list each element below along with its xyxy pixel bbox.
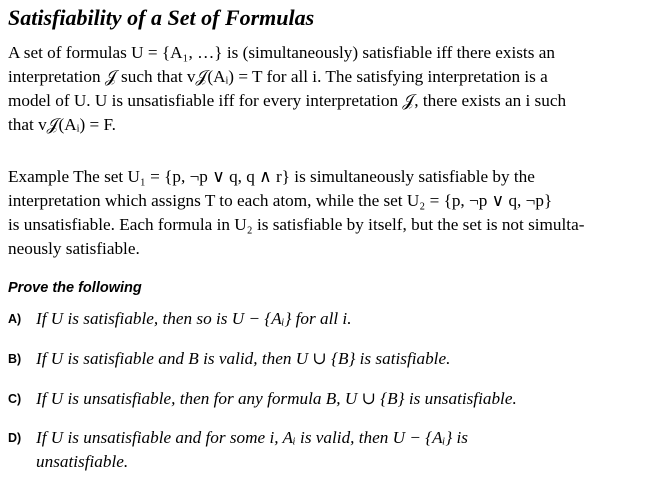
exercise-item-a [8, 307, 668, 331]
definition-paragraph [8, 41, 668, 137]
item-text: If U is unsatisfiable and for some i, Aᵢ is valid, then U − {Aᵢ} is [36, 428, 468, 447]
example-line: neously satisfiable. [8, 239, 140, 258]
example-line: interpretation which assigns T to each atom, while the set U₂ = {p, ¬p ∨ q, ¬p} [8, 191, 553, 210]
example-line: is unsatisfiable. Each formula in U₂ is satisfiable by itself, but the set is not simulta- [8, 215, 585, 234]
page-title: Satisfiability of a Set of Formulas [8, 5, 315, 30]
item-text: If U is unsatisfiable, then for any formula B, U ∪ {B} is unsatisfiable. [36, 389, 517, 408]
item-text: If U is satisfiable, then so is U − {Aᵢ} for all i. [36, 309, 352, 328]
definition-line: model of U. U is unsatisfiable iff for every interpretation 𝒥, there exists an i such [8, 91, 567, 110]
item-marker: C) [8, 392, 22, 406]
prove-heading: Prove the following [8, 280, 142, 296]
exercise-item-b [8, 347, 668, 371]
definition-line: interpretation 𝒥 such that v𝒥(Aᵢ) = T for all i. The satisfying interpretation is a [8, 67, 548, 86]
definition-line: A set of formulas U = {A₁, …} is (simultaneously) satisfiable iff there exists an [8, 43, 555, 62]
exercise-item-c [8, 387, 668, 411]
item-marker: D) [8, 431, 22, 445]
item-text: If U is satisfiable and B is valid, then U ∪ {B} is satisfiable. [36, 349, 451, 368]
exercise-item-d [8, 426, 668, 474]
example-paragraph [8, 165, 668, 261]
item-marker: A) [8, 312, 22, 326]
item-text-continuation: unsatisfiable. [36, 452, 129, 471]
item-marker: B) [8, 352, 22, 366]
example-line: Example The set U₁ = {p, ¬p ∨ q, q ∧ r} is simultaneously satisfiable by the [8, 167, 535, 186]
definition-line: that v𝒥(Aᵢ) = F. [8, 115, 116, 134]
